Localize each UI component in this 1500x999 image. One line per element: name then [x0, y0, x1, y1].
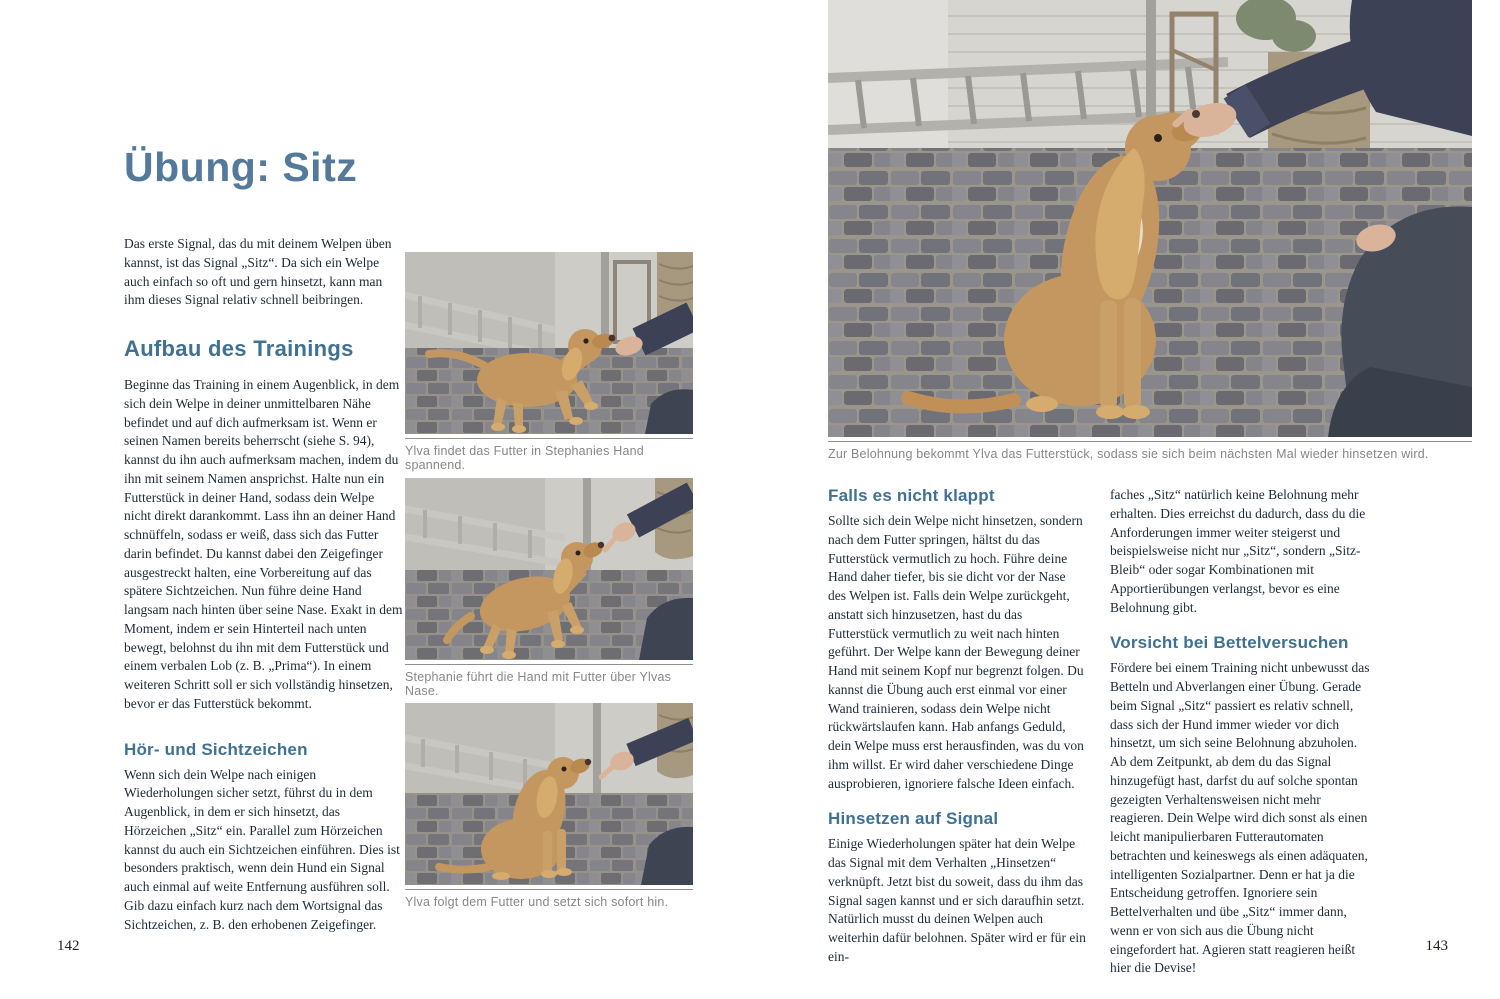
section-body-vorsicht-bettelversuche: Fördere bei einem Training nicht unbewusst das Betteln und Abverlangen einer Übung. Gerade beim Signal „Sitz“ passiert es relativ schnell, dass sich der Hund immer wieder vor dich hinsetzt, um sich seine Belohnung abzuholen. Ab dem Zeitpunkt, ab dem du das Signal hinzugefügt hast, darfst du auf solche spontan gezeigten Verhaltensweisen nicht mehr reagieren. Dein Welpe wird dich sonst als einen leicht manipulierbaren Futterautomaten betrachten und keineswegs als einen adäquaten, intelligenten Sozialpartner. Denn er hat ja die Entscheidung getroffen. Ignoriere sein Bettelverhalten und übe „Sitz“ immer dann, wenn er von sich aus die Übung nicht eingefordert hat. Agieren statt reagieren heißt hier die Devise! [1110, 660, 1370, 976]
section-body-falls-es-nicht-klappt: Sollte sich dein Welpe nicht hinsetzen, sondern nach dem Futter springen, hältst du das Futterstück vermutlich zu hoch. Führe deine Hand daher tiefer, bis sie dicht vor der Nase des Welpen ist. Falls dein Welpe zurückgeht, anstatt sich hinzusetzen, hast du das Futterstück vermutlich zu weit nach hinten geführt. Der Welpe kann der Bewegung deiner Hand mit seinem Kopf nur begrenzt folgen. Du kannst die Übung auch erst einmal vor einer Wand trainieren, sodass dein Welpe nicht rückwärtslaufen kann. Hab anfangs Geduld, dein Welpe muss erst herausfinden, was du von ihm willst. Er wird daher verschiedene Dinge ausprobieren, ignoriere falsche Ideen einfach. [828, 513, 1084, 791]
left-page-text-column [124, 146, 404, 960]
right-page-column-2 [1110, 486, 1372, 994]
photo-caption-1: Ylva findet das Futter in Stephanies Hand spannend. [405, 444, 644, 472]
dog-walking-illustration [405, 252, 693, 434]
photo-dog-sits [405, 703, 693, 909]
section-heading-falls-es-nicht-klappt: Falls es nicht klappt [828, 486, 995, 505]
dog-sitting-illustration [405, 703, 693, 885]
dog-reward-illustration [828, 0, 1472, 437]
caption-rule [405, 889, 693, 890]
page-number-right: 143 [1425, 938, 1448, 954]
section-body-aufbau: Beginne das Training in einem Augenblick, in dem sich dein Welpe in deiner unmittelbaren Nähe befindet und auf dich aufmerksam ist. Wenn er seinen Namen bereits beherrscht (siehe S. 94), kannst du ihn auch aufmerksam machen, indem du ihn mit seinem Namen ansprichst. Halte nun ein Futterstück in deiner Hand, sodass dein Welpe nicht direkt darankommt. Lass ihn an deiner Hand schnüffeln, sodass er weiß, dass sich das Futter darin befindet. Du kannst dabei den Zeigefinger ausgestreckt halten, eine Vorbereitung auf das spätere Sichtzeichen. Nun führe deine Hand langsam nach hinten über seine Nase. Exakt in dem Moment, indem er sein Hinterteil nach unten bewegt, belohnst du ihn mit dem Futterstück und einem verbalen Lob (z. B. „Prima“). In einem weiteren Schritt soll er sich vollständig hinsetzen, bevor er das Futterstück bekommt. [124, 377, 403, 711]
dog-standing-illustration [405, 478, 693, 660]
section-body-hinsetzen-auf-signal: Einige Wiederholungen später hat dein Welpe das Signal mit dem Verhalten „Hinsetzen“ verknüpft. Jetzt bist du soweit, dass du ihm das Signal sagen kannst und er sich daraufhin setzt. Natürlich musst du deinen Welpen auch weiterhin dafür belohnen. Später wird er für ein ein- [828, 836, 1086, 964]
section-heading-hoer-sichtzeichen: Hör- und Sichtzeichen [124, 739, 308, 759]
photo-caption-2: Stephanie führt die Hand mit Futter über Ylvas Nase. [405, 670, 672, 698]
section-heading-hinsetzen-auf-signal: Hinsetzen auf Signal [828, 809, 999, 829]
right-page-column-1 [828, 486, 1086, 983]
caption-rule [828, 441, 1472, 442]
page-number-left: 142 [57, 938, 80, 954]
continued-paragraph: faches „Sitz“ natürlich keine Belohnung mehr erhalten. Dies erreichst du dadurch, dass du die Anforderungen immer weiter steigerst und beispielsweise nicht nur „Sitz“, sondern „Sitz-Bleib“ oder sogar Kombinationen mit Apportierübungen verlangst, bevor es eine Belohnung gibt. [1110, 487, 1366, 615]
photo-dog-reward [828, 0, 1472, 461]
section-body-hoer-sichtzeichen: Wenn sich dein Welpe nach einigen Wiederholungen sicher setzt, führst du in dem Augenblick, in dem er sich hinsetzt, das Hörzeichen „Sitz“ ein. Parallel zum Hörzeichen kannst du auch ein Sichtzeichen einführen. Dies ist besonders praktisch, wenn dein Hund ein Signal auch einmal auf weite Entfernung ausführen soll. Gib dazu einfach kurz nach dem Wortsignal das Sichtzeichen, z. B. den erhobenen Zeigefinger. [124, 766, 400, 932]
photo-hand-over-nose [405, 478, 693, 698]
caption-rule [405, 438, 693, 439]
intro-paragraph: Das erste Signal, das du mit deinem Welpen üben kannst, ist das Signal „Sitz“. Da sich ein Welpe auch einfach so oft und gern hinsetzt, kann man ihm dieses Signal relativ schnell beibringen. [124, 236, 392, 308]
photo-caption-main: Zur Belohnung bekommt Ylva das Futterstück, sodass sie sich beim nächsten Mal wieder hinsetzen wird. [828, 447, 1429, 461]
section-heading-aufbau: Aufbau des Trainings [124, 336, 354, 362]
caption-rule [405, 664, 693, 665]
photo-dog-walking-to-hand [405, 252, 693, 472]
page-title: Übung: Sitz [124, 144, 358, 190]
photo-caption-3: Ylva folgt dem Futter und setzt sich sofort hin. [405, 895, 669, 909]
section-heading-vorsicht-bettelversuche: Vorsicht bei Bettelversuchen [1110, 633, 1349, 653]
